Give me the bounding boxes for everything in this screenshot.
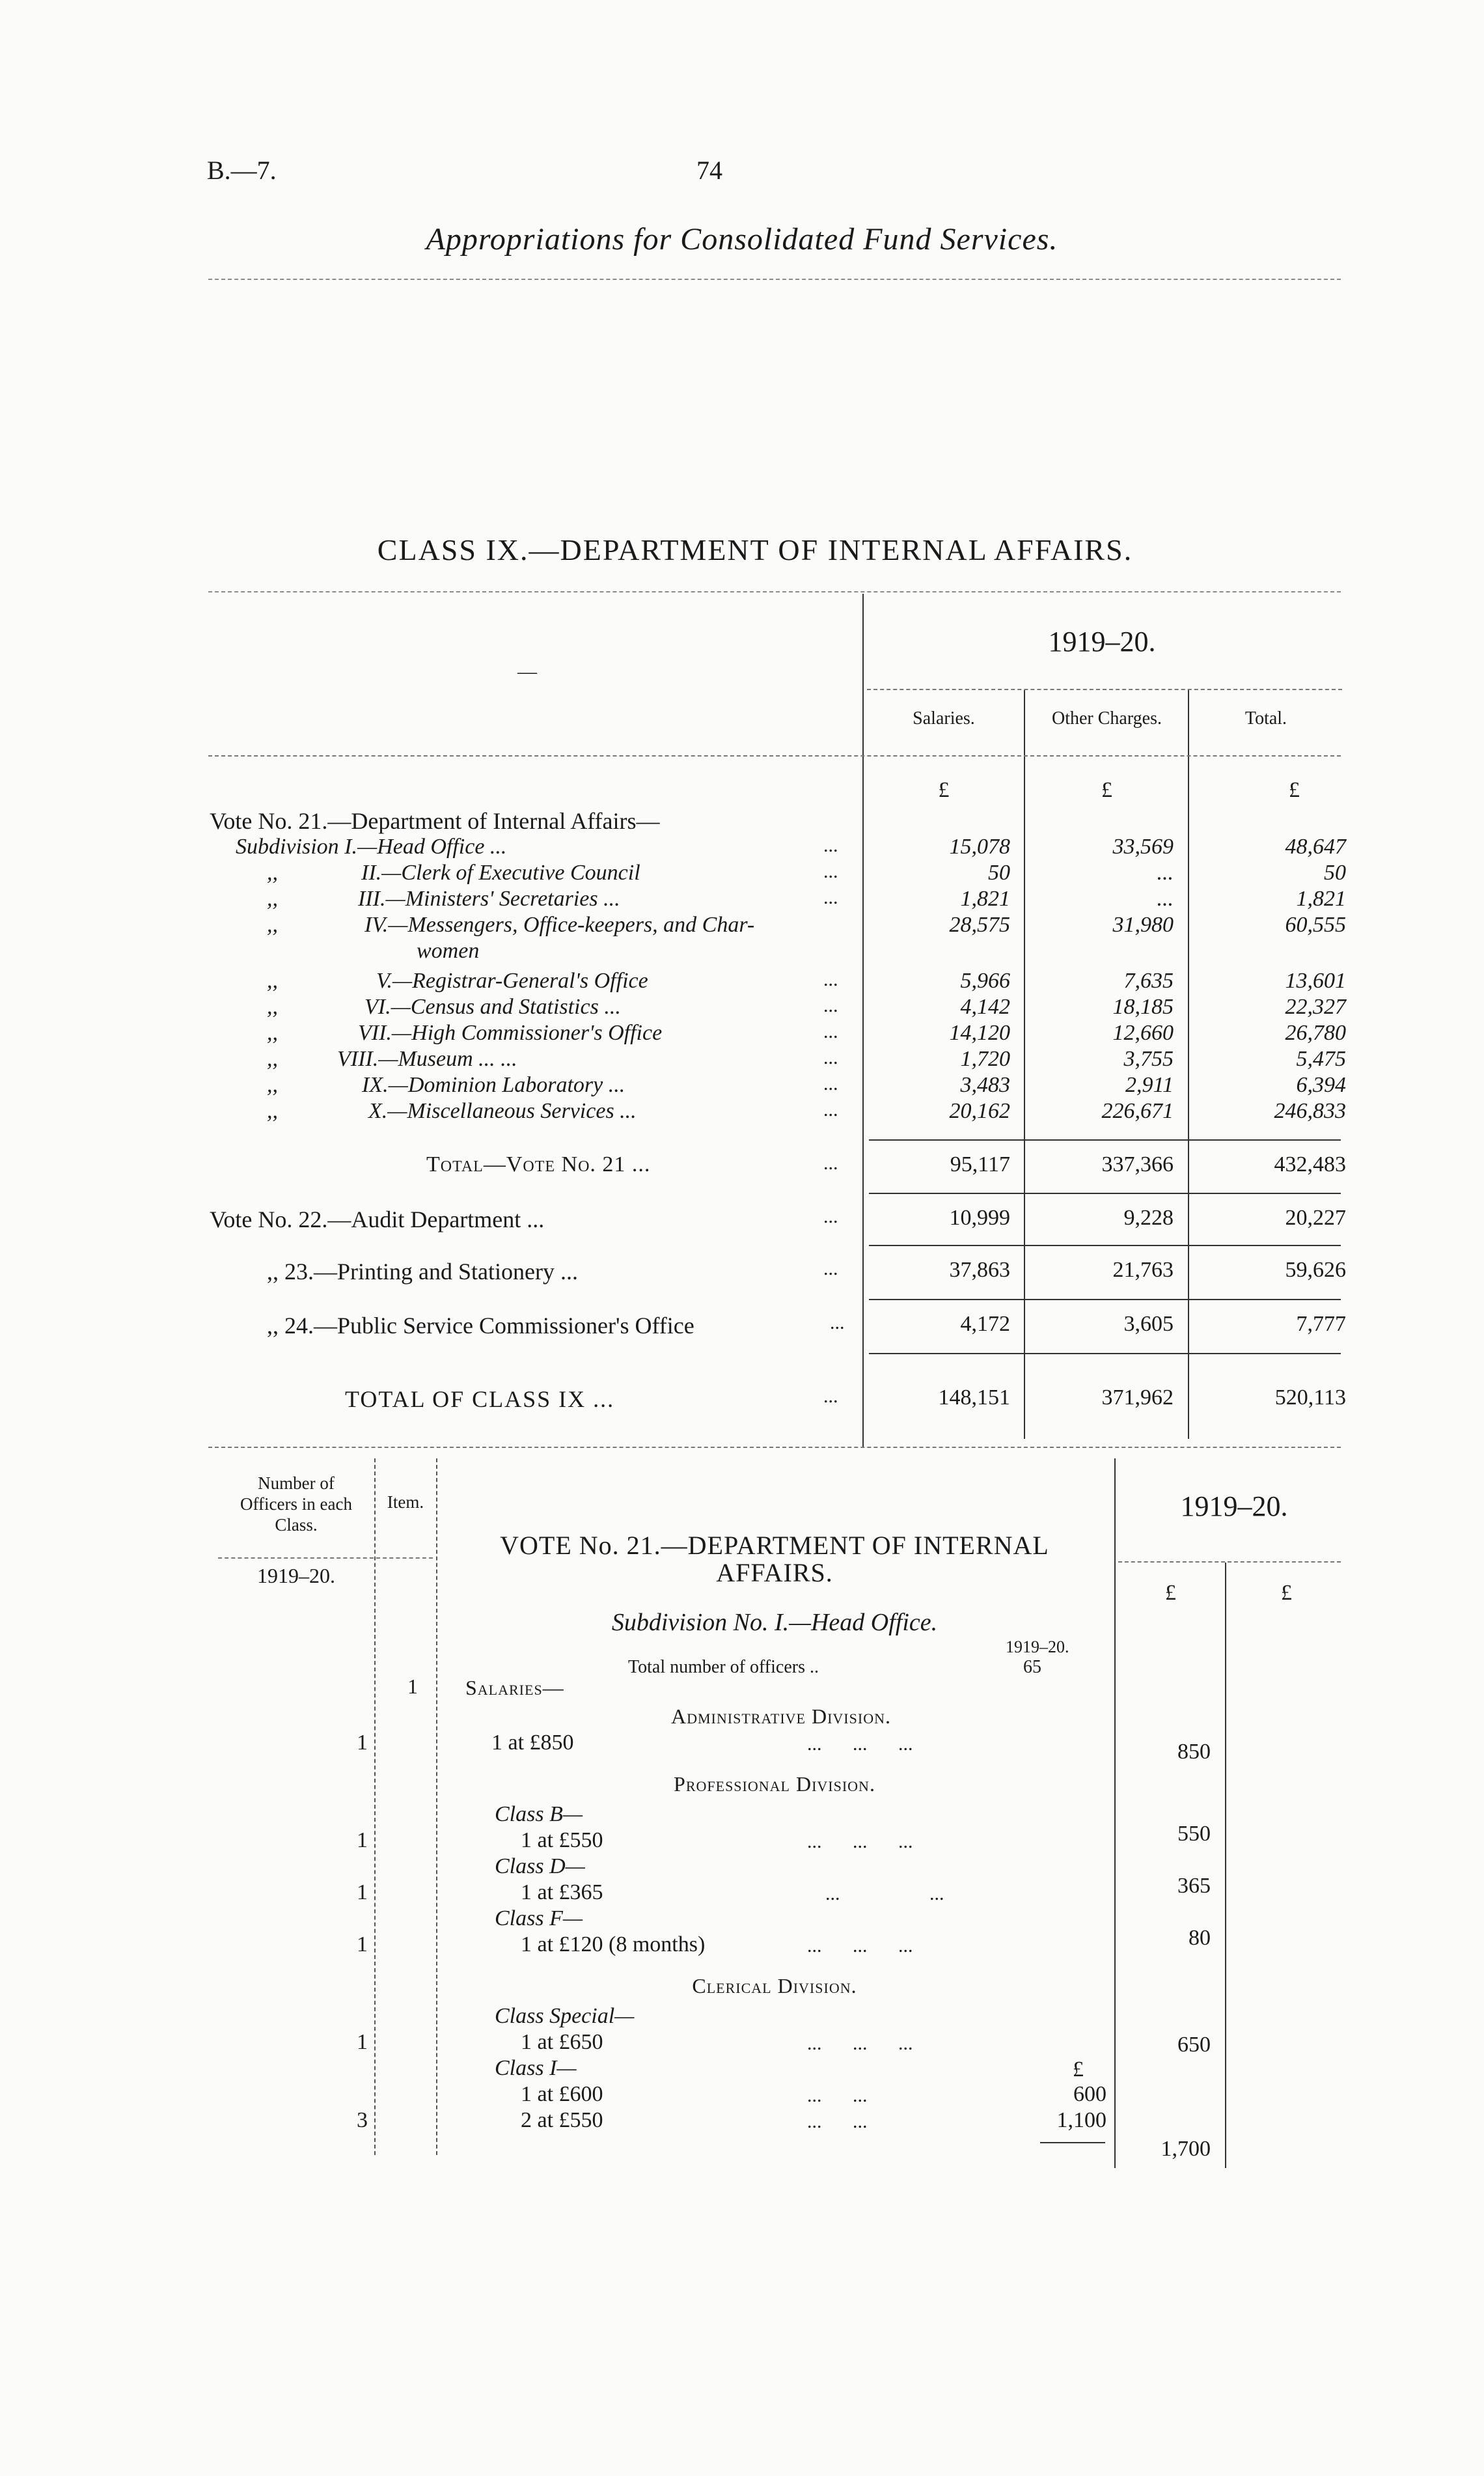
salaries-value: 15,078 [949, 835, 1010, 859]
table-top-rule [208, 591, 1341, 592]
subdivision-label: VII.—High Commissioner's Office [358, 1021, 663, 1045]
leader-dots: ... ... [825, 1883, 944, 1904]
detail-right-year: 1919–20. [1180, 1490, 1288, 1522]
vote21-heading: Vote No. 21.—Department of Internal Affairs— [210, 808, 660, 834]
ditto-mark: ,, [267, 887, 278, 911]
officers-header-rule [218, 1557, 433, 1559]
officer-count: 1 [357, 1880, 368, 1904]
vote-rule [869, 1299, 1341, 1300]
officer-count: 1 [357, 2030, 368, 2054]
other-value: 31,980 [1112, 913, 1174, 937]
total-officers-value: 65 [1023, 1657, 1041, 1677]
ditto-mark: ,, [267, 913, 278, 937]
officer-count: 1 [357, 1731, 368, 1755]
total-officers-label: Total number of officers .. [628, 1657, 819, 1677]
subdivision-label-continued: women [417, 939, 480, 963]
officer-count: 1 [357, 1932, 368, 1956]
leader-dots: ... [823, 1099, 838, 1120]
class-title: CLASS IX.—DEPARTMENT OF INTERNAL AFFAIRS. [377, 533, 1133, 566]
total-value: 1,821 [1296, 887, 1346, 911]
inner-currency: £ [1073, 2057, 1084, 2081]
right-currency-1: £ [1165, 1581, 1176, 1605]
detail-col-line-1 [374, 1458, 376, 2155]
class-label: Class I— [495, 2056, 577, 2080]
total-value: 20,227 [1285, 1206, 1346, 1230]
salary-amount: 550 [1177, 1822, 1211, 1846]
other-value: 3,605 [1123, 1312, 1174, 1336]
leader-dots: ... [830, 1312, 845, 1333]
leader-dots: ... ... ... [807, 1935, 913, 1956]
salaries-value: 4,142 [960, 995, 1010, 1019]
total-value: 48,647 [1285, 835, 1346, 859]
vote-label: Vote No. 22.—Audit Department ... [210, 1206, 545, 1232]
subdivision-label: Subdivision I.—Head Office ... [236, 835, 507, 859]
salary-amount: 365 [1177, 1874, 1211, 1898]
salaries-value: 4,172 [960, 1312, 1010, 1336]
detail-col-line-2 [436, 1458, 437, 2155]
grand-total-label: TOTAL OF CLASS IX ... [345, 1386, 615, 1412]
running-title: Appropriations for Consolidated Fund Services. [426, 222, 1058, 257]
leader-dots: ... [823, 1206, 838, 1227]
total-vote21-label: Total—Vote No. 21 ... [426, 1152, 651, 1176]
salaries-value: 14,120 [949, 1021, 1010, 1045]
right-currency-2: £ [1281, 1581, 1292, 1605]
leader-dots: ... [823, 1021, 838, 1042]
currency-total: £ [1289, 778, 1300, 802]
class-i-subtotal: 1,700 [1161, 2137, 1211, 2161]
officer-count: 3 [357, 2108, 368, 2132]
clerical-division-heading: Clerical Division. [692, 1974, 857, 1997]
salary-line-label: 1 at £120 (8 months) [521, 1932, 706, 1956]
officers-year: 1919–20. [257, 1564, 335, 1587]
vote-label: ,, 23.—Printing and Stationery ... [267, 1259, 578, 1285]
leader-dots: ... ... ... [807, 1733, 913, 1755]
salaries-value: 95,117 [950, 1152, 1010, 1176]
administrative-division-heading: Administrative Division. [671, 1704, 891, 1728]
total-value: 6,394 [1296, 1073, 1346, 1097]
other-value: 226,671 [1101, 1099, 1174, 1123]
total-value: 520,113 [1274, 1385, 1346, 1410]
summary-bottom-rule [208, 1447, 1341, 1448]
salary-line-label: 2 at £550 [521, 2108, 603, 2132]
vote-rule [869, 1245, 1341, 1246]
salaries-value: 50 [988, 861, 1010, 885]
ditto-mark: ,, [267, 861, 278, 885]
subdivision-label: IX.—Dominion Laboratory ... [362, 1073, 625, 1097]
document-ref: B.—7. [207, 156, 277, 185]
leader-dots: ... [823, 887, 838, 908]
summary-col-line-3 [1188, 690, 1189, 1439]
salary-amount: 650 [1177, 2033, 1211, 2057]
vote-rule [869, 1353, 1341, 1354]
col-header-salaries: Salaries. [913, 708, 975, 729]
summary-year: 1919–20. [1048, 626, 1156, 658]
leader-dots: ... [823, 1258, 838, 1279]
subdivision-label: VIII.—Museum ... ... [337, 1047, 517, 1071]
subdivision-label: II.—Clerk of Executive Council [361, 861, 640, 885]
description-column-dash: — [517, 661, 537, 682]
officers-header-line-2: Officers in each [240, 1494, 352, 1514]
officers-column-header [218, 1473, 374, 1535]
vote-title-line-2: AFFAIRS. [716, 1558, 833, 1587]
total-value: 50 [1324, 861, 1346, 885]
class-label: Class Special— [495, 2004, 635, 2028]
class-label: Class B— [495, 1802, 583, 1826]
other-value: ... [1157, 887, 1174, 911]
other-value: 337,366 [1101, 1152, 1174, 1176]
class-label: Class D— [495, 1854, 585, 1878]
total-value: 246,833 [1274, 1099, 1346, 1123]
leader-dots: ... [823, 861, 838, 882]
leader-dots: ... [823, 1073, 838, 1094]
ditto-mark: ,, [267, 995, 278, 1019]
total-value: 59,626 [1285, 1258, 1346, 1282]
item-number: 1 [407, 1675, 418, 1698]
subtotal-rule-top [869, 1139, 1341, 1141]
leader-dots: ... [823, 1385, 838, 1407]
leader-dots: ... [823, 995, 838, 1016]
inner-amount: 1,100 [1056, 2108, 1106, 2132]
detail-col-line-4 [1225, 1563, 1226, 2168]
other-value: 21,763 [1112, 1258, 1174, 1282]
leader-dots: ... [823, 1152, 838, 1174]
leader-dots: ... [823, 969, 838, 990]
salary-line-label: 1 at £365 [521, 1880, 603, 1904]
other-value: 3,755 [1123, 1047, 1174, 1071]
professional-division-heading: Professional Division. [674, 1772, 875, 1796]
leader-dots: ... ... ... [807, 2033, 913, 2054]
leader-dots: ... ... [807, 2085, 868, 2106]
officers-header-line-3: Class. [275, 1515, 318, 1535]
ditto-mark: ,, [267, 969, 278, 993]
subdivision-label: X.—Miscellaneous Services ... [368, 1099, 637, 1123]
total-value: 7,777 [1296, 1312, 1346, 1336]
column-header-rule [208, 755, 1341, 757]
other-value: 7,635 [1123, 969, 1174, 993]
salary-line-label: 1 at £850 [491, 1731, 574, 1755]
total-value: 5,475 [1296, 1047, 1346, 1071]
class-label: Class F— [495, 1906, 583, 1930]
header-rule [208, 279, 1341, 280]
other-value: 2,911 [1125, 1073, 1174, 1097]
other-value: 9,228 [1123, 1206, 1174, 1230]
officers-year-small: 1919–20. [1006, 1637, 1069, 1656]
salary-line-label: 1 at £600 [521, 2082, 603, 2106]
salary-line-label: 1 at £550 [521, 1828, 603, 1852]
currency-salaries: £ [938, 778, 950, 802]
salary-line-label: 1 at £650 [521, 2030, 603, 2054]
col-header-total: Total. [1244, 708, 1287, 729]
total-value: 432,483 [1274, 1152, 1346, 1176]
salaries-value: 148,151 [938, 1385, 1010, 1410]
salary-amount: 850 [1177, 1740, 1211, 1764]
salaries-heading: Salaries— [465, 1676, 564, 1699]
subdivision-label: VI.—Census and Statistics ... [364, 995, 621, 1019]
subtotal-rule-bottom [869, 1193, 1341, 1194]
leader-dots: ... ... ... [807, 1831, 913, 1852]
salaries-value: 20,162 [949, 1099, 1010, 1123]
ditto-mark: ,, [267, 1021, 278, 1045]
right-year-underline [1118, 1561, 1341, 1563]
salary-amount: 80 [1189, 1926, 1211, 1950]
salaries-value: 37,863 [949, 1258, 1010, 1282]
total-value: 13,601 [1285, 969, 1346, 993]
inner-amount: 600 [1073, 2082, 1106, 2106]
subdivision-label: V.—Registrar-General's Office [376, 969, 648, 993]
inner-subtotal-rule [1040, 2142, 1105, 2143]
vote-title-line-1: VOTE No. 21.—DEPARTMENT OF INTERNAL [500, 1531, 1049, 1560]
ditto-mark: ,, [267, 1073, 278, 1097]
salaries-value: 28,575 [949, 913, 1010, 937]
salaries-value: 5,966 [960, 969, 1010, 993]
other-value: ... [1157, 861, 1174, 885]
ditto-mark: ,, [267, 1099, 278, 1123]
other-value: 12,660 [1112, 1021, 1174, 1045]
leader-dots: ... [823, 1047, 838, 1068]
year-underline [867, 689, 1342, 690]
total-value: 26,780 [1285, 1021, 1346, 1045]
leader-dots: ... [823, 835, 838, 856]
leader-dots: ... ... [807, 2111, 868, 2132]
other-value: 371,962 [1101, 1385, 1174, 1410]
page-number: 74 [696, 156, 722, 185]
col-header-other-charges: Other Charges. [1052, 708, 1162, 729]
currency-other: £ [1101, 778, 1112, 802]
detail-col-line-3 [1114, 1458, 1116, 2168]
subdivision-title: Subdivision No. I.—Head Office. [611, 1609, 938, 1636]
total-value: 60,555 [1285, 913, 1346, 937]
subdivision-label: III.—Ministers' Secretaries ... [358, 887, 620, 911]
salaries-value: 3,483 [960, 1073, 1010, 1097]
salaries-value: 1,720 [960, 1047, 1010, 1071]
item-column-header: Item. [387, 1492, 424, 1512]
salaries-value: 1,821 [960, 887, 1010, 911]
subdivision-label: IV.—Messengers, Office-keepers, and Char- [364, 913, 755, 937]
vote-label: ,, 24.—Public Service Commissioner's Office [267, 1313, 694, 1339]
other-value: 18,185 [1112, 995, 1174, 1019]
officer-count: 1 [357, 1828, 368, 1852]
total-value: 22,327 [1285, 995, 1346, 1019]
other-value: 33,569 [1112, 835, 1174, 859]
officers-header-line-1: Number of [258, 1473, 335, 1493]
salaries-value: 10,999 [949, 1206, 1010, 1230]
ditto-mark: ,, [267, 1047, 278, 1071]
